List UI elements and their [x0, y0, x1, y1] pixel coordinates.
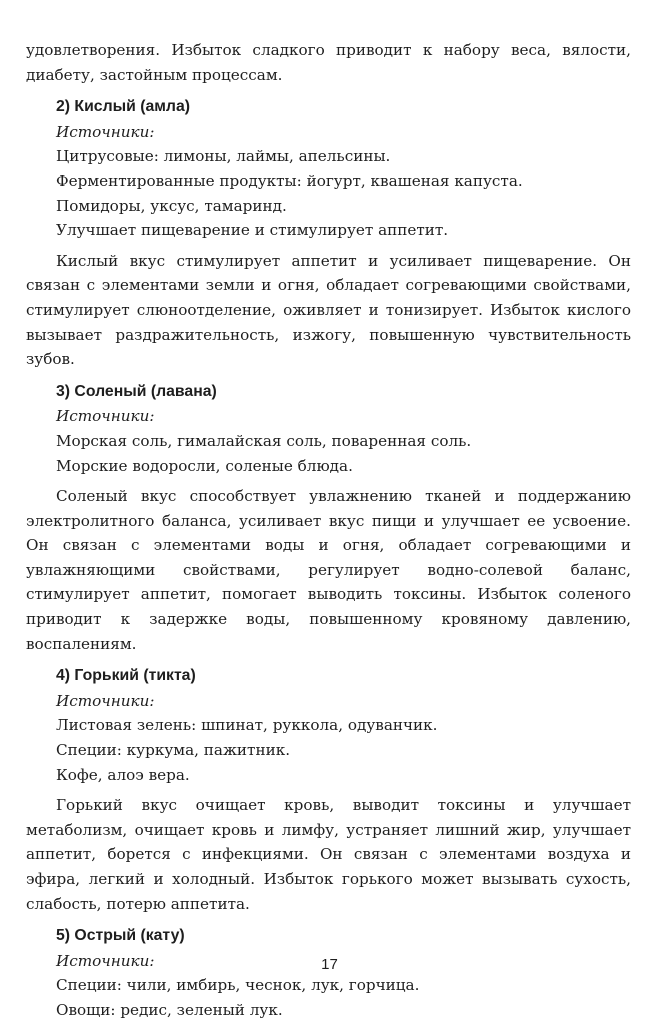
sources-label: Источники: — [56, 407, 155, 426]
sources-label: Источники: — [56, 951, 155, 970]
section-heading: 3) Соленый (лавана) — [56, 382, 217, 400]
sources-label: Источники: — [56, 691, 155, 710]
source-line: Листовая зелень: шпинат, руккола, одуванчик. — [56, 716, 438, 735]
intro-paragraph: удовлетворения. Избыток сладкого приводит к набору веса, вялости, диабету, застойным процессам. — [26, 41, 631, 84]
sources-block — [26, 689, 631, 787]
source-line: Морская соль, гималайская соль, поваренная соль. — [56, 431, 472, 450]
section-bitter — [26, 664, 631, 916]
source-line: Ферментированные продукты: йогурт, квашеная капуста. — [56, 171, 523, 190]
section-heading: 5) Острый (кату) — [56, 927, 185, 945]
section-salty — [26, 380, 631, 657]
source-line: Специи: куркума, пажитник. — [56, 741, 291, 760]
source-line: Цитрусовые: лимоны, лаймы, апельсины. — [56, 147, 391, 166]
source-line: Овощи: редис, зеленый лук. — [56, 1000, 283, 1019]
source-line: Кофе, алоэ вера. — [56, 765, 190, 784]
source-line: Морские водоросли, соленые блюда. — [56, 456, 353, 475]
section-description: Соленый вкус способствует увлажнению тканей и поддержанию электролитного баланса, усиливает вкус пищи и улучшает ее усвоение. Он связан с элементами воды и огня, обладает согревающими и увлажняющими свойствами, регулирует водно-солевой баланс, стимулирует аппетит, помогает выводить токсины. Избыток соленого приводит к задержке воды, повышенному кровяному давлению, воспалениям. — [26, 487, 631, 653]
section-heading: 4) Горький (тикта) — [56, 667, 196, 685]
sources-block — [26, 120, 631, 243]
section-description: Кислый вкус стимулирует аппетит и усиливает пищеварение. Он связан с элементами земли и огня, обладает согревающими свойствами, стимулирует слюноотделение, оживляет и тонизирует. Избыток кислого вызывает раздражительность, изжогу, повышенную чувствительность зубов. — [26, 251, 631, 369]
source-line: Улучшает пищеварение и стимулирует аппетит. — [56, 221, 449, 240]
section-description: Горький вкус очищает кровь, выводит токсины и улучшает метаболизм, очищает кровь и лимфу, устраняет лишний жир, улучшает аппетит, борется с инфекциями. Он связан с элементами воздуха и эфира, легкий и холодный. Избыток горького может вызывать сухость, слабость, потерю аппетита. — [26, 796, 631, 913]
sources-label: Источники: — [56, 122, 155, 141]
source-line: Специи: чили, имбирь, чеснок, лук, горчица. — [56, 976, 420, 995]
section-sour — [26, 95, 631, 372]
section-heading: 2) Кислый (амла) — [56, 98, 191, 116]
sources-block — [26, 404, 631, 478]
page-number: 17 — [321, 956, 338, 973]
source-line: Помидоры, уксус, тамаринд. — [56, 196, 287, 215]
section-pungent — [26, 924, 631, 1022]
